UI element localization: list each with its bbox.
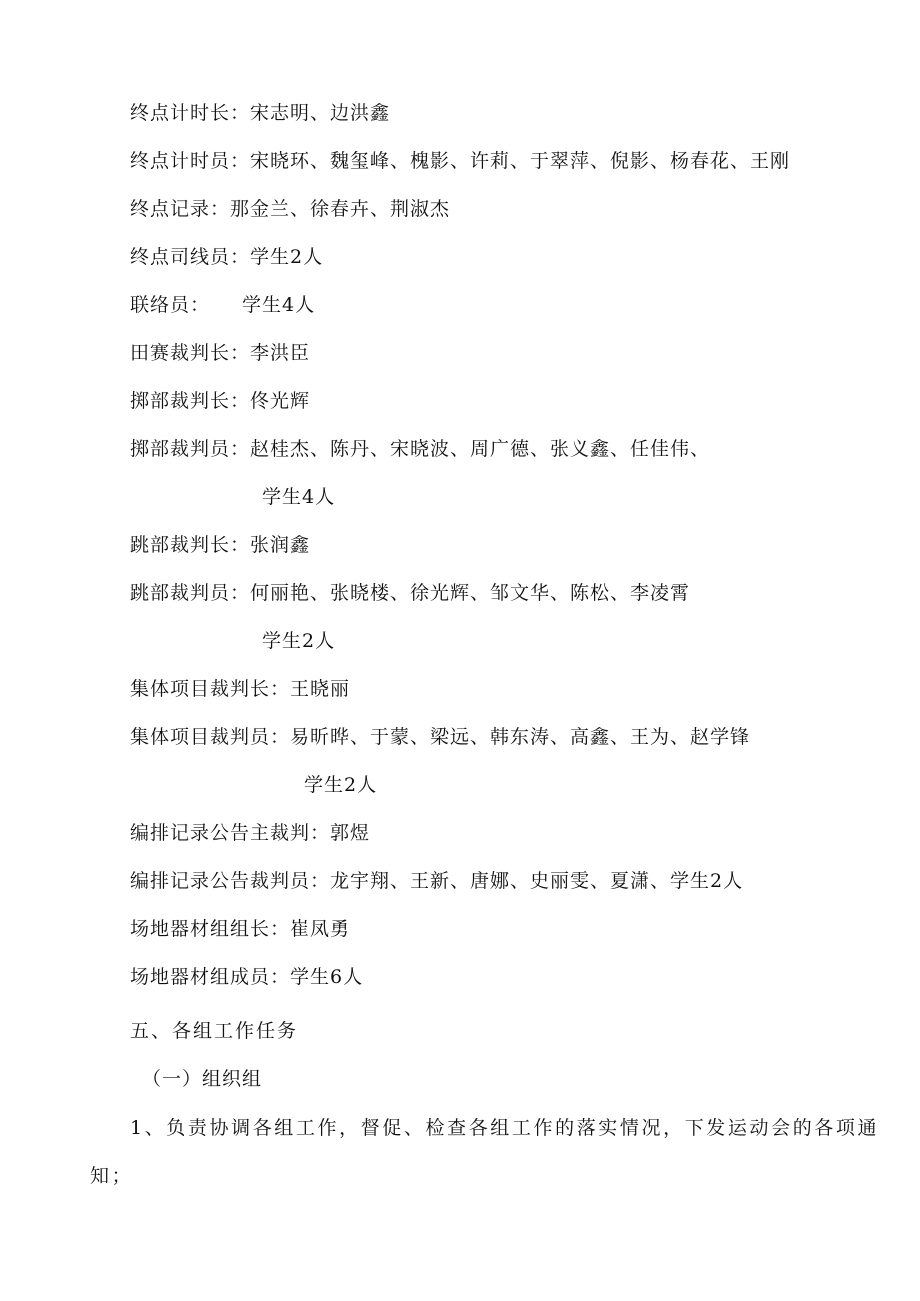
- role-value: 易昕晔、于蒙、梁远、韩东涛、高鑫、王为、赵学锋: [290, 726, 751, 748]
- role-continuation: [262, 629, 335, 653]
- role-line-jumping-judges: [130, 581, 690, 605]
- role-label: 编排记录公告主裁判：: [130, 822, 331, 844]
- role-value: 那金兰、徐春卉、荆淑杰: [230, 198, 451, 220]
- paragraph-line-1: 1、负责协调各组工作，督促、检查各组工作的落实情况，下发运动会的各项通: [130, 1117, 880, 1139]
- role-label: 集体项目裁判员：: [130, 726, 291, 748]
- role-continuation: [262, 485, 335, 509]
- role-value: 赵桂杰、陈丹、宋晓波、周广德、张义鑫、任佳伟、: [250, 438, 711, 460]
- role-value: 张润鑫: [250, 534, 311, 556]
- role-label: 终点司线员：: [130, 246, 251, 268]
- section-heading: 五、各组工作任务: [130, 1020, 299, 1042]
- role-value: 崔凤勇: [290, 918, 351, 940]
- role-continuation-value: 学生2人: [304, 774, 378, 796]
- role-label: 集体项目裁判长：: [130, 678, 291, 700]
- role-label: 掷部裁判员：: [130, 438, 251, 460]
- role-value: 宋志明、边洪鑫: [250, 102, 391, 124]
- role-line-scheduling-chief: [130, 821, 370, 845]
- role-line-throwing-judges: [130, 437, 710, 461]
- role-label: 终点记录：: [130, 198, 231, 220]
- role-continuation-value: 学生4人: [262, 486, 336, 508]
- role-line-finish-timers: [130, 149, 790, 173]
- role-label: 掷部裁判长：: [130, 390, 251, 412]
- role-label: 联络员：: [130, 294, 211, 316]
- role-label: 终点计时长：: [130, 102, 251, 124]
- role-line-equipment-leader: [130, 917, 350, 941]
- role-label: 跳部裁判长：: [130, 534, 251, 556]
- role-line-jumping-chief: [130, 533, 310, 557]
- role-value: 宋晓环、魏玺峰、槐影、许莉、于翠萍、倪影、杨春花、王刚: [250, 150, 791, 172]
- role-label: 跳部裁判员：: [130, 582, 251, 604]
- role-label: 场地器材组组长：: [130, 918, 291, 940]
- role-label: 终点计时员：: [130, 150, 251, 172]
- role-line-finish-recorders: [130, 197, 450, 221]
- role-value: 学生6人: [290, 966, 364, 988]
- role-value: 学生4人: [242, 294, 316, 316]
- subsection-heading: （一）组织组: [142, 1068, 263, 1090]
- role-label: 编排记录公告裁判员：: [130, 870, 331, 892]
- role-label: 场地器材组成员：: [130, 966, 291, 988]
- paragraph-line-2: 知；: [90, 1165, 134, 1187]
- role-continuation-value: 学生2人: [262, 630, 336, 652]
- role-continuation: [304, 773, 377, 797]
- role-value: 李洪臣: [250, 342, 311, 364]
- role-value: 何丽艳、张晓楼、徐光辉、邹文华、陈松、李凌霄: [250, 582, 691, 604]
- role-line-finish-line-judges: [130, 245, 323, 269]
- role-line-finish-timing-chief: [130, 101, 390, 125]
- role-value: 郭煜: [330, 822, 371, 844]
- role-value: 学生2人: [250, 246, 324, 268]
- role-value: 佟光辉: [250, 390, 311, 412]
- role-line-equipment-members: [130, 965, 363, 989]
- role-value: 龙宇翔、王新、唐娜、史丽雯、夏潇、学生2人: [330, 870, 744, 892]
- role-value: 王晓丽: [290, 678, 351, 700]
- role-line-field-referee: [130, 341, 310, 365]
- role-line-throwing-chief: [130, 389, 310, 413]
- role-label: 田赛裁判长：: [130, 342, 251, 364]
- role-line-liaisons: [130, 293, 315, 317]
- role-line-team-events-judges: [130, 725, 750, 749]
- role-line-team-events-chief: [130, 677, 350, 701]
- role-line-scheduling-judges: [130, 869, 743, 893]
